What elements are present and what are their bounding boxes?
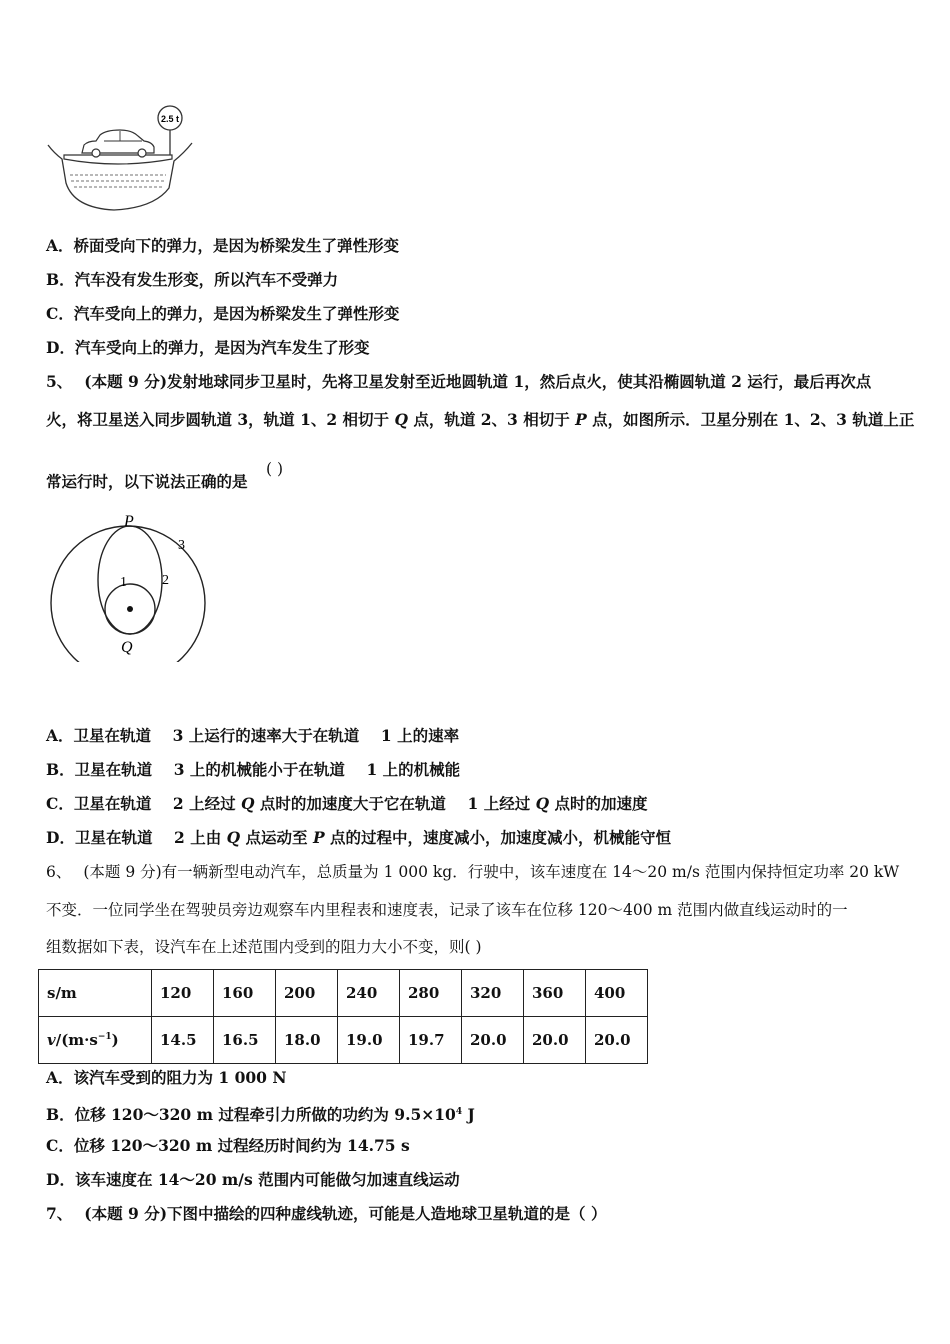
label-1: 1 — [120, 575, 127, 590]
q4-option-d: D．汽车受向上的弹力，是因为汽车发生了形变 — [46, 338, 370, 357]
table-cell: 120 — [152, 970, 214, 1017]
q5-option-b: B．卫星在轨道 3 上的机械能小于在轨道 1 上的机械能 — [46, 760, 461, 779]
table-cell: 240 — [338, 970, 400, 1017]
table-header-cell: $v/(m\cdot s^{-1})$ — [39, 1017, 152, 1064]
table-cell: 20.0 — [524, 1017, 586, 1064]
q6-option-b: B．位移 120～320 m 过程牵引力所做的功约为 $9.5\times 10^4$ J — [46, 1105, 475, 1125]
table-cell: 200 — [276, 970, 338, 1017]
table-row — [39, 970, 648, 1017]
weight-limit-sign: 2.5 t — [160, 114, 180, 124]
table-cell: 19.0 — [338, 1017, 400, 1064]
q6-option-c: C．位移 120～320 m 过程经历时间约为 14.75 s — [46, 1136, 410, 1155]
q7-stem: 7、 (本题 9 分)下图中描绘的四种虚线轨迹，可能是人造地球卫星轨道的是（ ） — [46, 1204, 607, 1223]
table-cell: 160 — [214, 970, 276, 1017]
label-2: 2 — [162, 573, 169, 588]
table-cell: 20.0 — [586, 1017, 648, 1064]
table-cell: 18.0 — [276, 1017, 338, 1064]
q6-stem-line2: 不变．一位同学坐在驾驶员旁边观察车内里程表和速度表，记录了该车在位移 120～400 m 范围内做直线运动时的一 — [46, 901, 848, 919]
earth-dot — [127, 606, 133, 612]
q5-answer-bracket: ( ) — [266, 460, 284, 478]
label-3: 3 — [178, 538, 185, 553]
orbit-2 — [98, 526, 162, 634]
table-cell: 16.5 — [214, 1017, 276, 1064]
q5-option-d: D．卫星在轨道 2 上由 Q 点运动至 P 点的过程中，速度减小，加速度减小，机械能守恒 — [46, 828, 671, 847]
q4-option-c: C．汽车受向上的弹力，是因为桥梁发生了弹性形变 — [46, 304, 400, 323]
q5-stem-line1: 5、 (本题 9 分)发射地球同步卫星时，先将卫星发射至近地圆轨道 1，然后点火，使其沿椭圆轨道 2 运行，最后再次点 — [46, 372, 872, 391]
q5-stem-line3: 常运行时，以下说法正确的是 — [46, 472, 248, 491]
table-cell: 320 — [462, 970, 524, 1017]
q5-option-a: A．卫星在轨道 3 上运行的速率大于在轨道 1 上的速率 — [46, 726, 460, 745]
table-cell: 400 — [586, 970, 648, 1017]
q4-option-a: A．桥面受向下的弹力，是因为桥梁发生了弹性形变 — [46, 236, 400, 255]
orbit-figure — [44, 512, 214, 662]
q6-option-a: A．该汽车受到的阻力为 1 000 N — [46, 1068, 287, 1087]
table-cell: 360 — [524, 970, 586, 1017]
label-p: P — [124, 513, 134, 530]
q4-option-b: B．汽车没有发生形变，所以汽车不受弹力 — [46, 270, 339, 289]
table-cell: 280 — [400, 970, 462, 1017]
table-row — [39, 1017, 648, 1064]
q5-option-c: C．卫星在轨道 2 上经过 Q 点时的加速度大于它在轨道 1 上经过 Q 点时的加速度 — [46, 794, 648, 813]
table-cell: 19.7 — [400, 1017, 462, 1064]
q6-stem-line3: 组数据如下表，设汽车在上述范围内受到的阻力大小不变，则( ) — [46, 938, 482, 956]
bridge-figure — [44, 103, 199, 213]
q6-data-table — [38, 969, 648, 1064]
q6-option-d: D．该车速度在 14～20 m/s 范围内可能做匀加速直线运动 — [46, 1170, 460, 1189]
table-header-cell: s/m — [39, 970, 152, 1017]
table-cell: 14.5 — [152, 1017, 214, 1064]
q6-stem-line1: 6、 (本题 9 分)有一辆新型电动汽车，总质量为 1 000 kg．行驶中，该车速度在 14～20 m/s 范围内保持恒定功率 20 kW — [46, 863, 900, 881]
table-cell: 20.0 — [462, 1017, 524, 1064]
q5-stem-line2: 火，将卫星送入同步圆轨道 3，轨道 1、2 相切于 Q 点，轨道 2、3 相切于 P 点，如图所示．卫星分别在 1、2、3 轨道上正 — [46, 410, 915, 429]
label-q: Q — [121, 639, 133, 656]
